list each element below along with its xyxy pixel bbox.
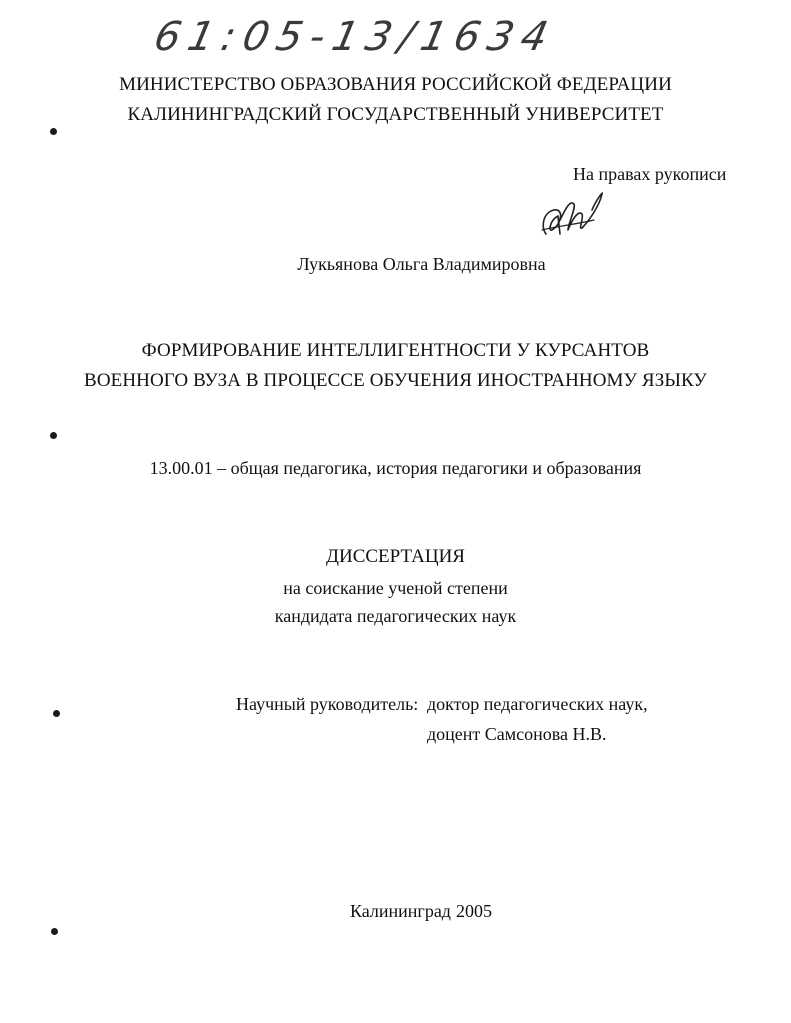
supervisor-degree: доктор педагогических наук, — [427, 694, 648, 714]
scan-mark — [50, 128, 57, 135]
author-signature — [538, 190, 608, 242]
handwritten-catalog-number: 61:05-13/1634 — [150, 14, 560, 60]
year: 2005 — [456, 901, 492, 921]
dissertation-title-line1: ФОРМИРОВАНИЕ ИНТЕЛЛИГЕНТНОСТИ У КУРСАНТОВ — [141, 340, 650, 361]
work-type: ДИССЕРТАЦИЯ — [326, 546, 465, 567]
supervisor-label: Научный руководитель: — [236, 694, 419, 714]
manuscript-note: На правах рукописи — [573, 164, 727, 184]
ministry-name: МИНИСТЕРСТВО ОБРАЗОВАНИЯ РОССИЙСКОЙ ФЕДЕРАЦИИ — [119, 74, 672, 95]
degree-line2: кандидата педагогических наук — [274, 606, 517, 626]
author-name: Лукьянова Ольга Владимировна — [297, 254, 546, 274]
scan-mark — [50, 432, 57, 439]
specialty-code: 13.00.01 – общая педагогика, история педагогики и образования — [149, 458, 642, 478]
dissertation-title-line2: ВОЕННОГО ВУЗА В ПРОЦЕССЕ ОБУЧЕНИЯ ИНОСТРАННОМУ ЯЗЫКУ — [84, 370, 707, 391]
degree-line1: на соискание ученой степени — [283, 578, 508, 598]
scan-mark — [51, 928, 58, 935]
city-name: Калининград — [350, 901, 451, 921]
supervisor-name: доцент Самсонова Н.В. — [427, 724, 607, 744]
scan-mark — [53, 710, 60, 717]
university-name: КАЛИНИНГРАДСКИЙ ГОСУДАРСТВЕННЫЙ УНИВЕРСИТЕТ — [127, 104, 664, 125]
